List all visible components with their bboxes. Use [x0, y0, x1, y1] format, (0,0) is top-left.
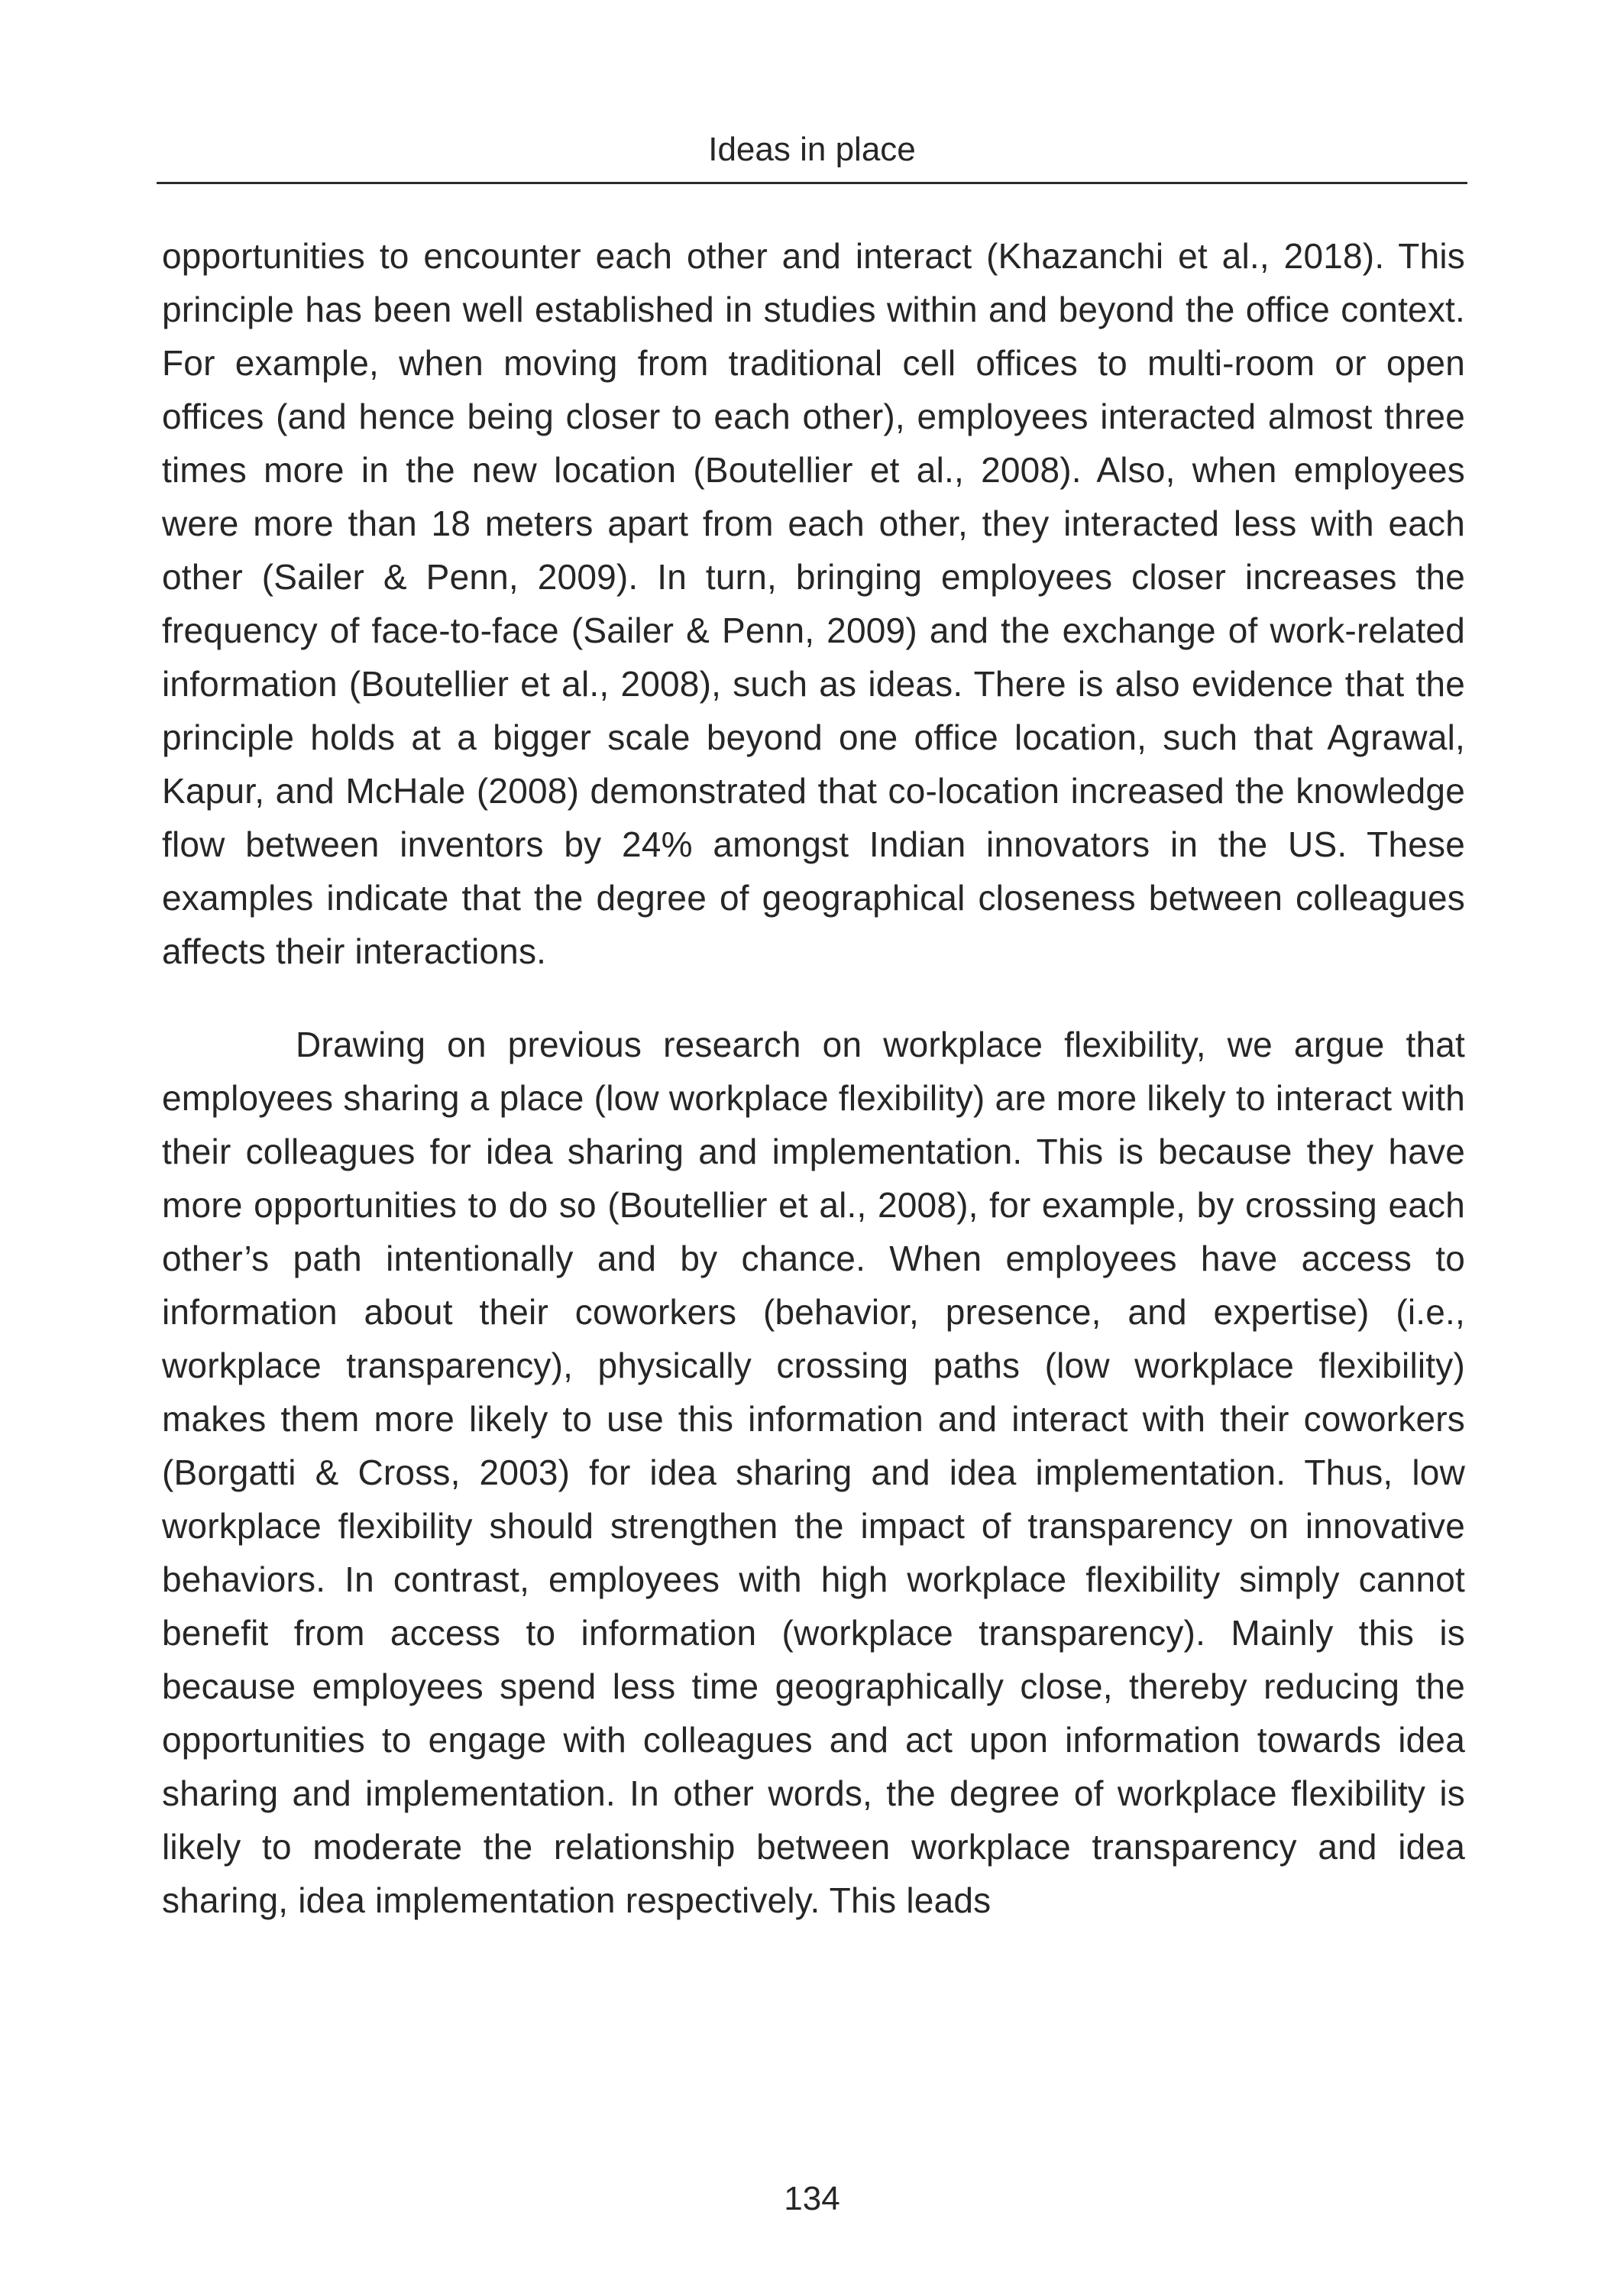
page-number: 134	[784, 2180, 840, 2217]
header-rule	[157, 182, 1467, 184]
page-footer	[0, 2180, 1624, 2218]
body-text	[162, 229, 1465, 1927]
paragraph-2: Drawing on previous research on workplace flexibility, we argue that employees sharing a place (low workplace flexibility) are more likely to interact with their colleagues for idea sharing and implementation. This is because they have more opportunities to do so (Boutellier et al., 2008), for example, by crossing each other’s path intentionally and by chance. When employees have access to information about their coworkers (behavior, presence, and expertise) (i.e., workplace transparency), physically crossing paths (low workplace flexibility) makes them more likely to use this information and interact with their coworkers (Borgatti & Cross, 2003) for idea sharing and idea implementation. Thus, low workplace flexibility should strengthen the impact of transparency on innovative behaviors. In contrast, employees with high workplace flexibility simply cannot benefit from access to information (workplace transparency). Mainly this is because employees spend less time geographically close, thereby reducing the opportunities to engage with colleagues and act upon information towards idea sharing and implementation. In other words, the degree of workplace flexibility is likely to moderate the relationship between workplace transparency and idea sharing, idea implementation respectively. This leads	[162, 1025, 1465, 1920]
paragraph-1: opportunities to encounter each other and interact (Khazanchi et al., 2018). This principle has been well established in studies within and beyond the office context. For example, when moving from traditional cell offices to multi-room or open offices (and hence being closer to each other), employees interacted almost three times more in the new location (Boutellier et al., 2008). Also, when employees were more than 18 meters apart from each other, they interacted less with each other (Sailer & Penn, 2009). In turn, bringing employees closer increases the frequency of face-to-face (Sailer & Penn, 2009) and the exchange of work-related information (Boutellier et al., 2008), such as ideas. There is also evidence that the principle holds at a bigger scale beyond one office location, such that Agrawal, Kapur, and McHale (2008) demonstrated that co-location increased the knowledge flow between inventors by 24% amongst Indian innovators in the US. These examples indicate that the degree of geographical closeness between colleagues affects their interactions.	[162, 236, 1465, 971]
running-head-title: Ideas in place	[708, 131, 916, 168]
page-header	[157, 128, 1467, 184]
